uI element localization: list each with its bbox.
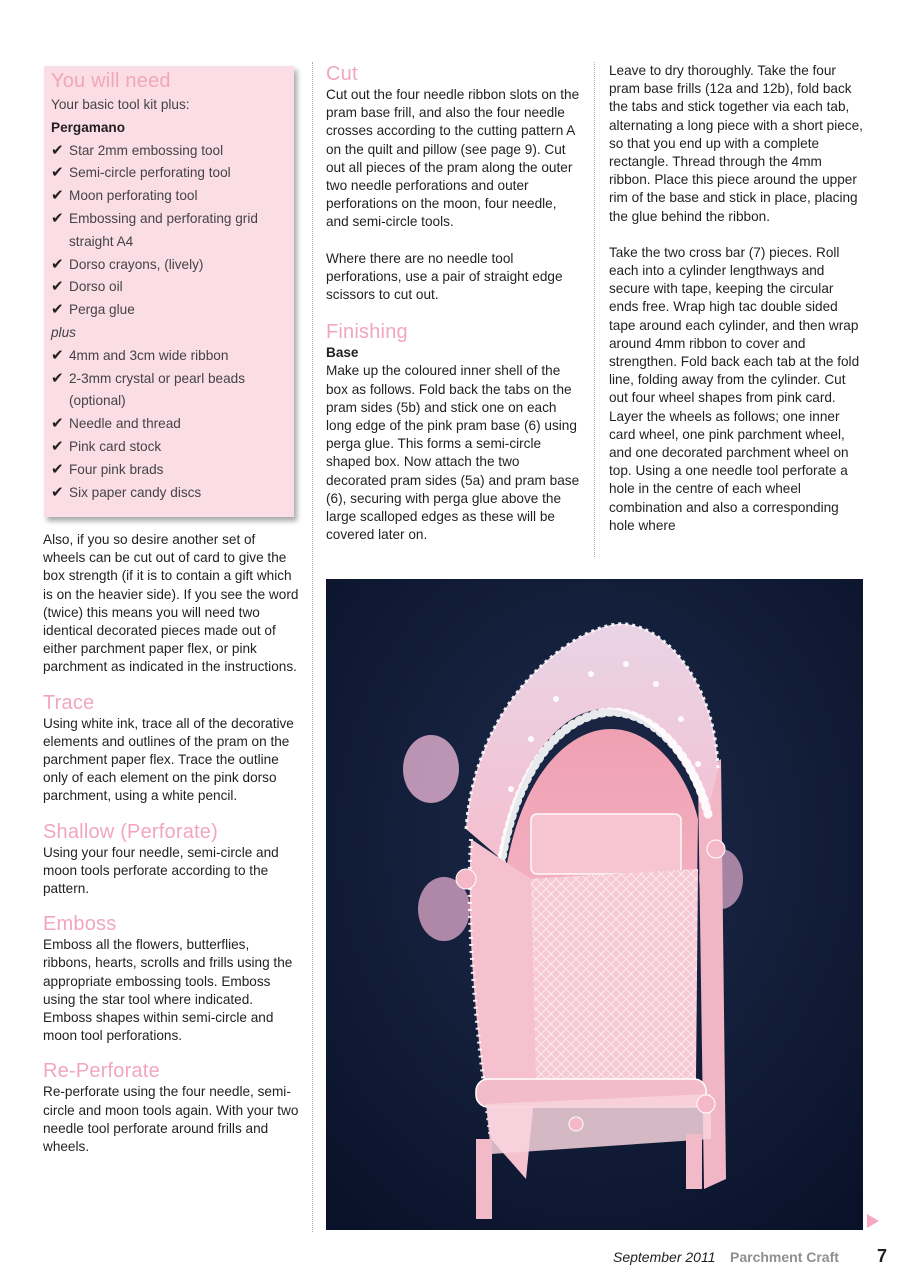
also-paragraph: Also, if you so desire another set of wheels can be cut out of card to give the box strength (if it is to contain a gift which is on the heavier side). If you see the word (twice) this means you will need two identical decorated pieces made out of either parchment paper flex, or pink parchment as indicated in the instructions. bbox=[43, 532, 299, 675]
material-item-label: Star 2mm embossing tool bbox=[69, 142, 224, 158]
check-icon: ✔ bbox=[51, 209, 64, 227]
col3-paragraph-1: Leave to dry thoroughly. Take the four pram base frills (12a and 12b), fold back the tabs and stick together via each tab, alternating a long piece with a short piece, so that you end up with a complete rectangle. Thread through the 4mm ribbon. Place this piece around the upper rim of the base and stick in place, placing the glue behind the ribbon. bbox=[609, 63, 863, 224]
column-2 bbox=[326, 62, 580, 544]
materials-list-b bbox=[51, 345, 291, 505]
check-icon: ✔ bbox=[51, 369, 64, 387]
check-icon: ✔ bbox=[51, 346, 64, 364]
material-item bbox=[51, 482, 291, 505]
material-item bbox=[51, 459, 291, 482]
shallow-paragraph: Using your four needle, semi-circle and moon tools perforate according to the pattern. bbox=[43, 844, 279, 897]
next-page-arrow-icon bbox=[867, 1214, 879, 1228]
emboss-heading: Emboss bbox=[43, 913, 117, 936]
material-item-label: Needle and thread bbox=[69, 416, 181, 432]
column-1 bbox=[43, 531, 299, 1156]
check-icon: ✔ bbox=[51, 141, 64, 159]
material-item bbox=[51, 208, 291, 254]
page-number: 7 bbox=[877, 1246, 888, 1266]
material-item-label: Moon perforating tool bbox=[69, 188, 198, 204]
cut-heading: Cut bbox=[326, 63, 358, 85]
material-item bbox=[51, 276, 291, 299]
you-will-need-box bbox=[44, 66, 294, 517]
material-item bbox=[51, 185, 291, 208]
reperforate-heading: Re-Perforate bbox=[43, 1060, 160, 1083]
material-item bbox=[51, 299, 291, 322]
column-divider-1 bbox=[312, 62, 313, 1232]
check-icon: ✔ bbox=[51, 301, 64, 319]
plus-label: plus bbox=[51, 324, 76, 340]
cut-paragraph-2: Where there are no needle tool perforations, use a pair of straight edge scissors to cut out. bbox=[326, 250, 563, 303]
material-item bbox=[51, 413, 291, 436]
trace-heading: Trace bbox=[43, 691, 95, 714]
reperforate-paragraph: Re-perforate using the four needle, semi-circle and moon tools again. With your two needle tool perforate around frills and wheels. bbox=[43, 1084, 299, 1155]
material-item bbox=[51, 140, 291, 163]
base-subheading: Base bbox=[326, 345, 359, 361]
magazine-name: Parchment Craft bbox=[730, 1249, 839, 1265]
finishing-heading: Finishing bbox=[326, 321, 408, 344]
check-icon: ✔ bbox=[51, 255, 64, 273]
material-item-label: Pink card stock bbox=[69, 438, 162, 454]
brand-label: Pergamano bbox=[51, 119, 126, 135]
tool-kit-intro: Your basic tool kit plus: bbox=[51, 97, 190, 112]
check-icon: ✔ bbox=[51, 164, 64, 182]
pram-illustration bbox=[326, 579, 863, 1230]
column-divider-2 bbox=[594, 62, 595, 557]
material-item-label: Embossing and perforating grid straight A4 bbox=[69, 210, 258, 249]
material-item-label: Six paper candy discs bbox=[69, 484, 202, 500]
material-item bbox=[51, 436, 291, 459]
emboss-paragraph: Emboss all the flowers, butterflies, ribbons, hearts, scrolls and frills using the appropriate embossing tools. Emboss using the star tool where indicated. Emboss shapes within semi-circle and moon tool perforations. bbox=[43, 937, 293, 1044]
footer bbox=[0, 1246, 905, 1269]
material-item-label: Semi-circle perforating tool bbox=[69, 165, 231, 181]
check-icon: ✔ bbox=[51, 187, 64, 205]
column-3 bbox=[609, 62, 865, 535]
material-item-label: 4mm and 3cm wide ribbon bbox=[69, 347, 229, 363]
material-item bbox=[51, 368, 291, 414]
material-item-label: Four pink brads bbox=[69, 461, 164, 477]
material-item-label: 2-3mm crystal or pearl beads (optional) bbox=[69, 370, 246, 409]
base-paragraph: Make up the coloured inner shell of the box as follows. Fold back the tabs on the pram sides (5b) and stick one on each long edge of the pink pram base (6) using perga glue. This forms a semi-circle shaped box. Now attach the two decorated pram sides (5a) and pram base (6), securing with perga glue above the large scalloped edges as these will be covered later on. bbox=[326, 363, 580, 543]
material-item-label: Dorso oil bbox=[69, 279, 123, 295]
check-icon: ✔ bbox=[51, 483, 64, 501]
materials-list-a bbox=[51, 140, 291, 322]
material-item-label: Perga glue bbox=[69, 302, 135, 318]
material-item-label: Dorso crayons, (lively) bbox=[69, 256, 204, 272]
material-item bbox=[51, 162, 291, 185]
trace-paragraph: Using white ink, trace all of the decorative elements and outlines of the pram on the parchment paper flex. Trace the outline only of each element on the pink dorso parchment, using a white pencil. bbox=[43, 715, 294, 804]
material-item bbox=[51, 345, 291, 368]
issue-date: September 2011 bbox=[613, 1249, 716, 1265]
you-will-need-heading: You will need bbox=[51, 70, 171, 92]
check-icon: ✔ bbox=[51, 278, 64, 296]
cut-paragraph-1: Cut out the four needle ribbon slots on the pram base frill, and also the four needle crosses according to the cutting pattern A on the quilt and pillow (see page 9). Cut out all pieces of the pram along the outer two needle perforations and outer perforations on the moon, four needle, and semi-circle tools. bbox=[326, 87, 580, 230]
check-icon: ✔ bbox=[51, 415, 64, 433]
material-item bbox=[51, 254, 291, 277]
check-icon: ✔ bbox=[51, 460, 64, 478]
pram-photo bbox=[326, 579, 863, 1230]
check-icon: ✔ bbox=[51, 437, 64, 455]
col3-paragraph-2: Take the two cross bar (7) pieces. Roll each into a cylinder lengthways and secure with tape, keeping the circular ends free. Wrap high tac double sided tape around each cylinder, and then wrap around 4mm ribbon to cover and strengthen. Fold back each tab at the fold line, folding away from the cylinder. Cut out four wheel shapes from pink card. Layer the wheels as follows; one inner card wheel, one pink parchment wheel, and one decorated parchment wheel on top. Using a one needle tool perforate a hole in the centre of each wheel combination and also a corresponding hole where bbox=[609, 244, 860, 533]
shallow-heading: Shallow (Perforate) bbox=[43, 820, 218, 843]
